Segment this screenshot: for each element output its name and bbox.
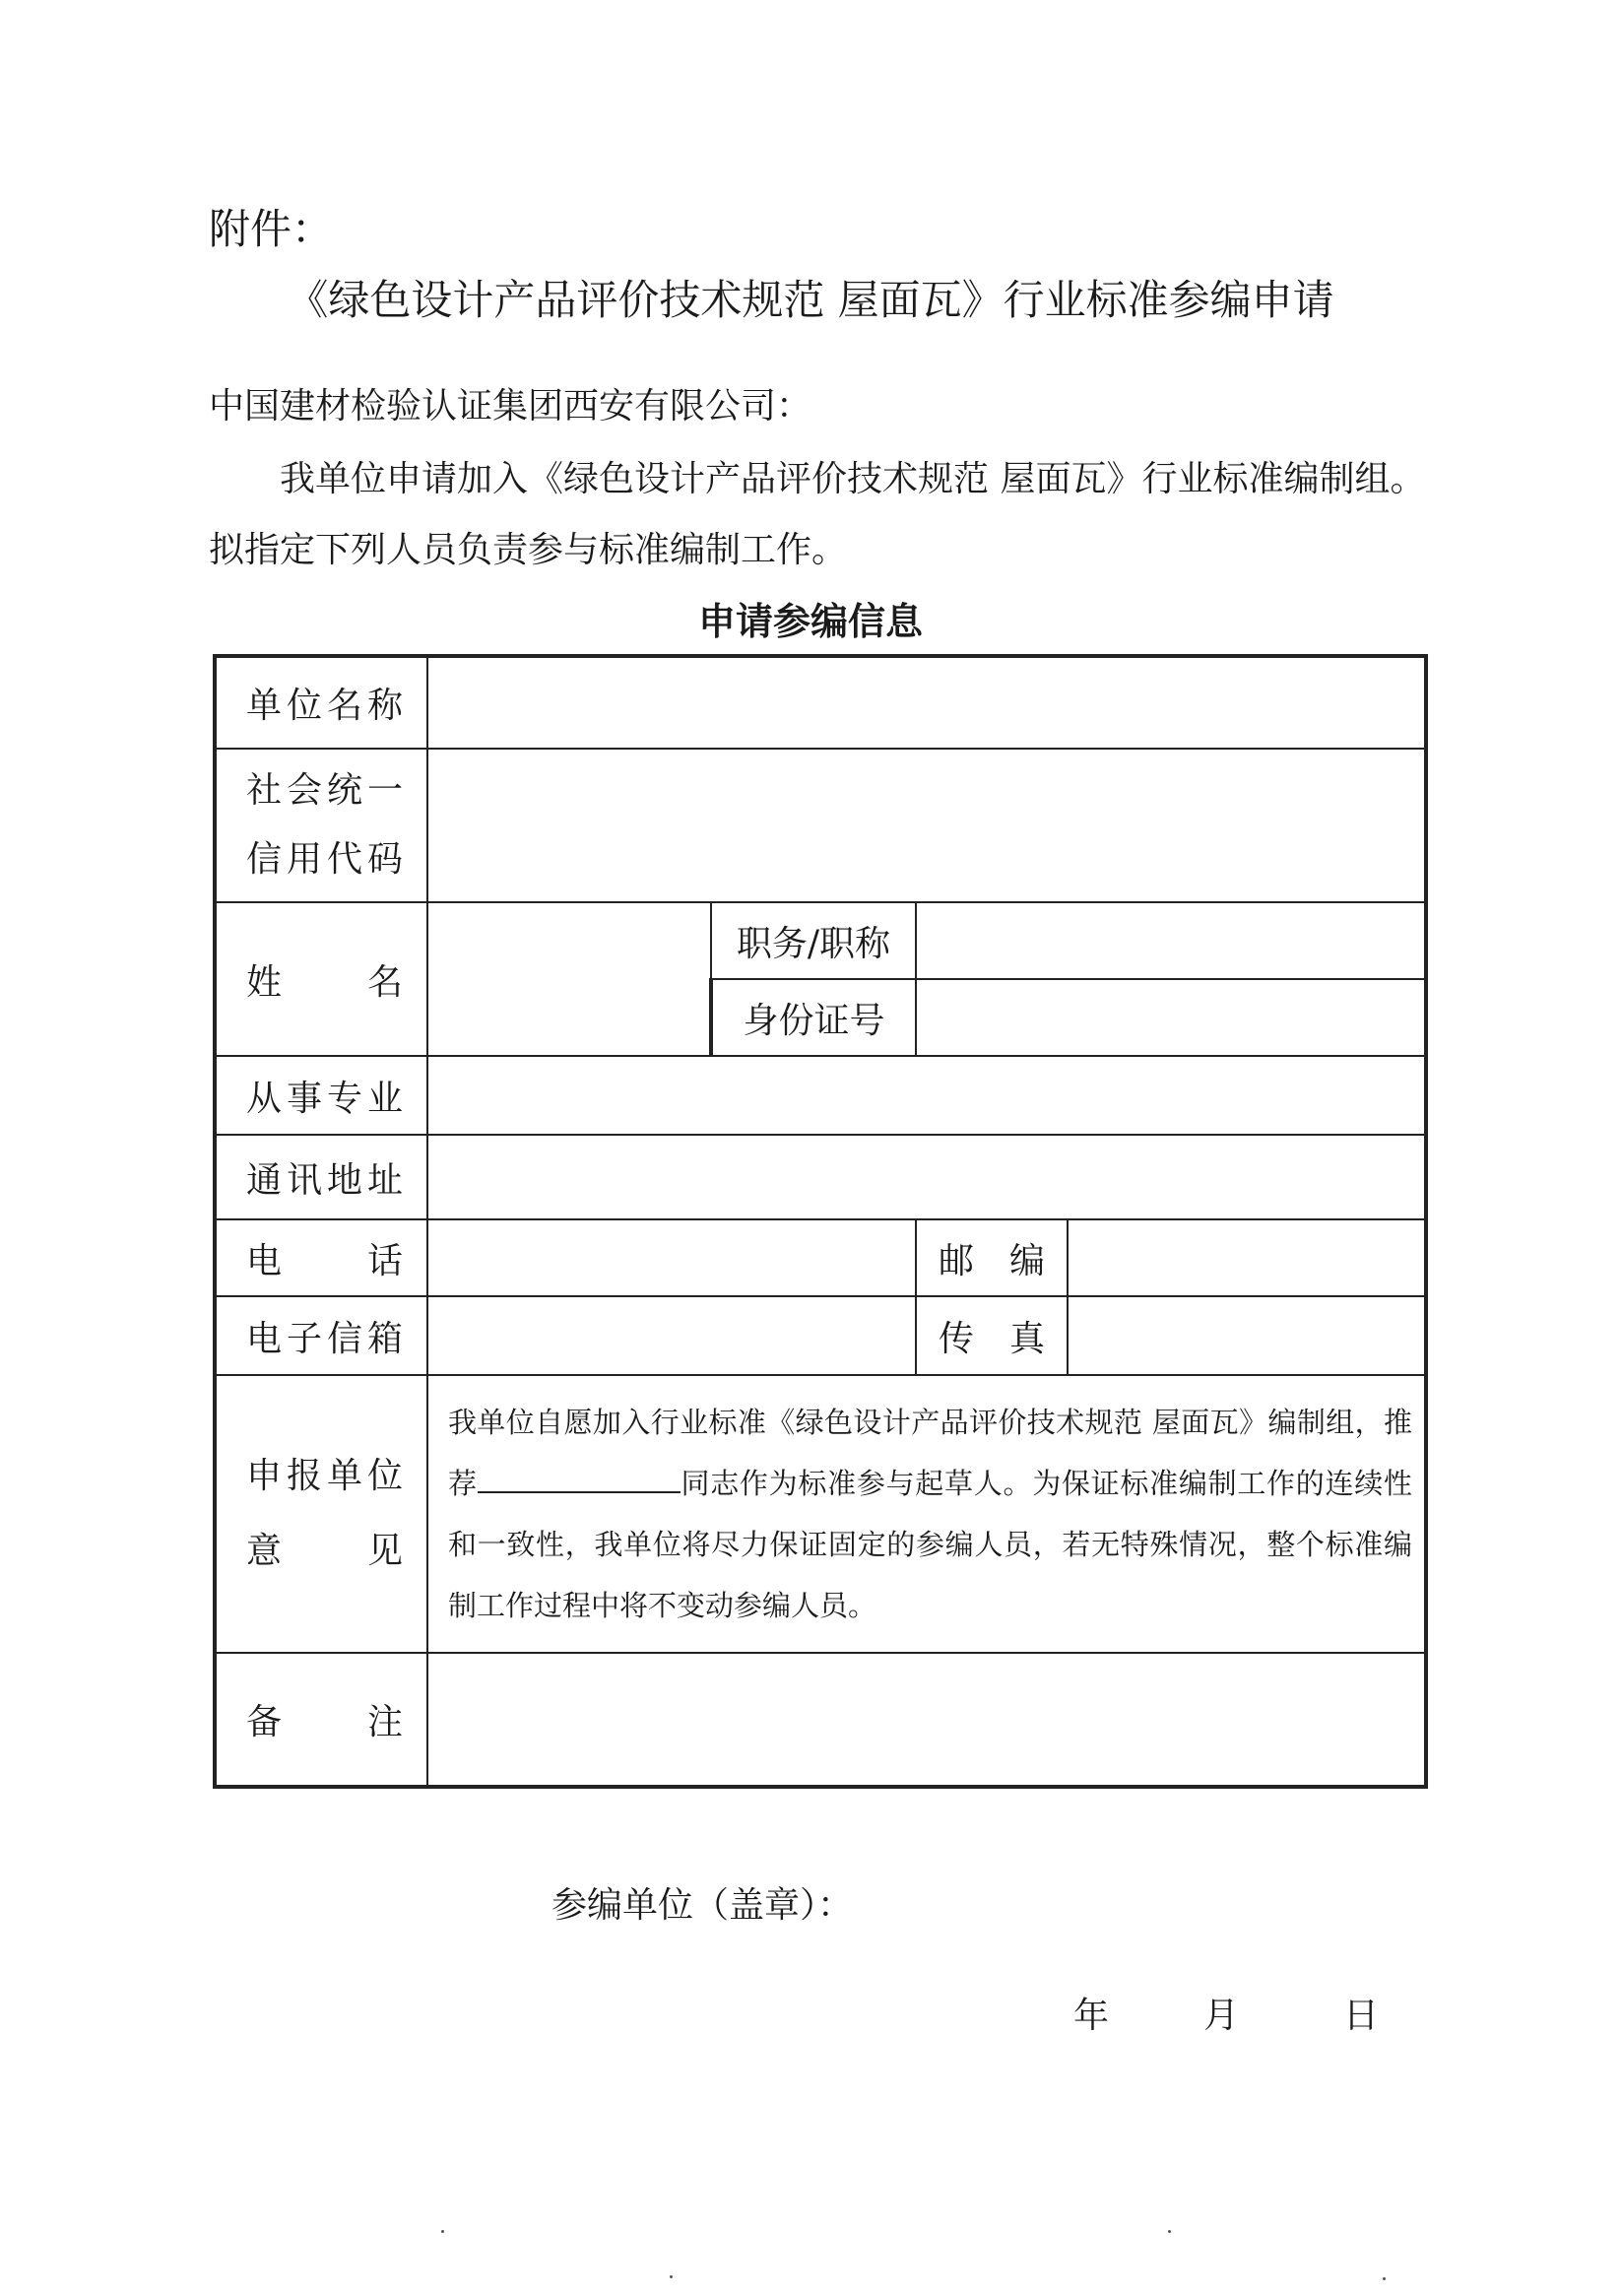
position-label: 职务/职称 [711, 902, 916, 979]
address-label: 通讯地址 [215, 1135, 427, 1219]
address-field[interactable] [427, 1135, 1426, 1219]
postcode-field[interactable] [1068, 1219, 1426, 1296]
addressee: 中国建材检验认证集团西安有限公司： [209, 386, 812, 426]
email-field[interactable] [427, 1296, 916, 1375]
scan-speck [441, 2230, 444, 2233]
body-paragraph-line-2: 拟指定下列人员负责参与标准编制工作。 [209, 530, 848, 570]
remarks-label: 备 注 [215, 1653, 427, 1787]
scan-speck [1383, 2277, 1386, 2280]
fax-field[interactable] [1068, 1296, 1426, 1375]
credit-code-field[interactable] [427, 749, 1426, 902]
credit-code-label: 社会统一 信用代码 [215, 749, 427, 902]
position-field[interactable] [916, 902, 1426, 979]
recommended-person-blank[interactable] [478, 1462, 681, 1493]
opinion-label: 申报单位 意 见 [215, 1375, 427, 1653]
name-label: 姓 名 [215, 902, 427, 1056]
opinion-statement: 我单位自愿加入行业标准《绿色设计产品评价技术规范 屋面瓦》编制组，推荐 同志作为标准参与起草人。为保证标准编制工作的连续性和一致性，我单位将尽力保证固定的参编人员，若无特殊情况，整个标准编制工作过程中将不变动参编人员。 [427, 1375, 1426, 1653]
date-day: 日 [1343, 1996, 1380, 2036]
profession-label: 从事专业 [215, 1056, 427, 1135]
unit-name-field[interactable] [427, 656, 1426, 749]
remarks-field[interactable] [427, 1653, 1426, 1787]
id-number-field[interactable] [916, 979, 1426, 1056]
document-title: 《绿色设计产品评价技术规范 屋面瓦》行业标准参编申请 [287, 276, 1334, 324]
date-year: 年 [1073, 1996, 1110, 2036]
phone-field[interactable] [427, 1219, 916, 1296]
scan-speck [1168, 2230, 1171, 2233]
attachment-label: 附件： [209, 205, 334, 253]
unit-name-label: 单位名称 [215, 656, 427, 749]
email-label: 电子信箱 [215, 1296, 427, 1375]
body-paragraph-line-1: 我单位申请加入《绿色设计产品评价技术规范 屋面瓦》行业标准编制组。 [280, 459, 1426, 499]
id-number-label: 身份证号 [711, 979, 916, 1056]
postcode-label: 邮 编 [916, 1219, 1068, 1296]
phone-label: 电 话 [215, 1219, 427, 1296]
name-field[interactable] [427, 902, 711, 1056]
table-title: 申请参编信息 [697, 599, 923, 643]
date-month: 月 [1203, 1996, 1240, 2036]
fax-label: 传 真 [916, 1296, 1068, 1375]
signature-seal-label: 参编单位（盖章）： [551, 1885, 854, 1926]
scan-speck [670, 2275, 673, 2278]
application-form-table [213, 654, 1428, 1789]
profession-field[interactable] [427, 1056, 1426, 1135]
